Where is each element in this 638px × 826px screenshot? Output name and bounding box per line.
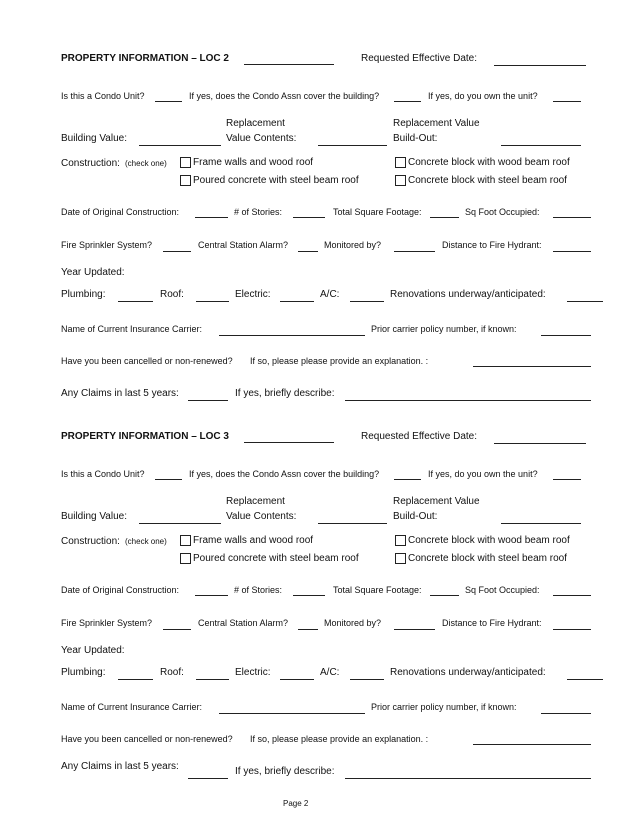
replacement-label: Replacement (226, 118, 285, 129)
central-alarm-label: Central Station Alarm? (198, 240, 289, 250)
replacement-label: Replacement (226, 496, 285, 507)
stories-label: # of Stories: (234, 207, 283, 217)
condo-assn-label: If yes, does the Condo Assn cover the building? (189, 91, 380, 101)
checkbox-frame[interactable] (180, 157, 191, 168)
carrier-label: Name of Current Insurance Carrier: (61, 324, 203, 334)
date-original-label: Date of Original Construction: (61, 585, 180, 595)
roof-label: Roof: (160, 289, 184, 300)
build-out-label: Build-Out: (393, 133, 438, 144)
hydrant-label: Distance to Fire Hydrant: (442, 240, 542, 250)
renovations-label: Renovations underway/anticipated: (390, 289, 546, 300)
electric-label: Electric: (235, 667, 271, 678)
prior-policy-field[interactable] (541, 335, 591, 336)
claims-label: Any Claims in last 5 years: (61, 761, 179, 772)
hydrant-field[interactable] (553, 629, 591, 630)
build-out-label: Build-Out: (393, 511, 438, 522)
claims-label: Any Claims in last 5 years: (61, 388, 179, 399)
monitored-label: Monitored by? (324, 240, 382, 250)
condo-assn-field[interactable] (394, 101, 421, 102)
year-updated-label: Year Updated: (61, 645, 125, 656)
replacement-value-label: Replacement Value (393, 118, 480, 129)
renovations-label: Renovations underway/anticipated: (390, 667, 546, 678)
own-unit-field[interactable] (553, 101, 581, 102)
option-block-wood: Concrete block with wood beam roof (408, 157, 570, 168)
value-contents-field[interactable] (318, 145, 387, 146)
building-value-label: Building Value: (61, 133, 127, 144)
describe-label: If yes, briefly describe: (235, 766, 335, 777)
roof-field[interactable] (196, 679, 229, 680)
monitored-field[interactable] (394, 629, 435, 630)
page-number: Page 2 (283, 799, 309, 808)
loc-number-field[interactable] (244, 64, 334, 65)
own-unit-label: If yes, do you own the unit? (428, 91, 538, 101)
carrier-label: Name of Current Insurance Carrier: (61, 702, 203, 712)
build-out-field[interactable] (501, 523, 581, 524)
effective-date-field[interactable] (494, 65, 586, 66)
effective-date-label: Requested Effective Date: (361, 431, 477, 442)
option-frame: Frame walls and wood roof (193, 535, 314, 546)
sprinkler-field[interactable] (163, 629, 191, 630)
replacement-value-label: Replacement Value (393, 496, 480, 507)
explanation-label: If so, please please provide an explanation. : (250, 356, 429, 366)
hydrant-field[interactable] (553, 251, 591, 252)
construction-label: Construction: (61, 536, 120, 547)
ac-field[interactable] (350, 301, 384, 302)
carrier-field[interactable] (219, 713, 365, 714)
condo-unit-label: Is this a Condo Unit? (61, 469, 145, 479)
building-value-label: Building Value: (61, 511, 127, 522)
claims-field[interactable] (188, 778, 228, 779)
condo-assn-label: If yes, does the Condo Assn cover the building? (189, 469, 380, 479)
plumbing-field[interactable] (118, 301, 153, 302)
condo-unit-label: Is this a Condo Unit? (61, 91, 145, 101)
explanation-field[interactable] (473, 744, 591, 745)
condo-assn-field[interactable] (394, 479, 421, 480)
describe-label: If yes, briefly describe: (235, 388, 335, 399)
checkbox-poured[interactable] (180, 553, 191, 564)
stories-field[interactable] (293, 595, 325, 596)
renovations-field[interactable] (567, 679, 603, 680)
plumbing-label: Plumbing: (61, 289, 106, 300)
describe-field[interactable] (345, 778, 591, 779)
checkbox-block-wood[interactable] (395, 157, 406, 168)
sqft-occupied-label: Sq Foot Occupied: (465, 207, 540, 217)
checkbox-poured[interactable] (180, 175, 191, 186)
total-sqft-label: Total Square Footage: (333, 585, 422, 595)
option-poured: Poured concrete with steel beam roof (193, 553, 359, 564)
section-loc-3 (0, 378, 638, 798)
ac-label: A/C: (320, 289, 340, 300)
explanation-field[interactable] (473, 366, 591, 367)
sqft-occupied-field[interactable] (553, 595, 591, 596)
cancelled-label: Have you been cancelled or non-renewed? (61, 734, 233, 744)
renovations-field[interactable] (567, 301, 603, 302)
sqft-occupied-field[interactable] (553, 217, 591, 218)
construction-label: Construction: (61, 158, 120, 169)
central-alarm-field[interactable] (298, 629, 318, 630)
electric-label: Electric: (235, 289, 271, 300)
stories-field[interactable] (293, 217, 325, 218)
own-unit-label: If yes, do you own the unit? (428, 469, 538, 479)
plumbing-label: Plumbing: (61, 667, 106, 678)
section-title: PROPERTY INFORMATION – LOC 2 (61, 53, 229, 64)
sprinkler-field[interactable] (163, 251, 191, 252)
section-title: PROPERTY INFORMATION – LOC 3 (61, 431, 229, 442)
checkbox-block-steel[interactable] (395, 553, 406, 564)
ac-label: A/C: (320, 667, 340, 678)
condo-unit-field[interactable] (155, 101, 182, 102)
effective-date-label: Requested Effective Date: (361, 53, 477, 64)
value-contents-label: Value Contents: (226, 511, 297, 522)
ac-field[interactable] (350, 679, 384, 680)
central-alarm-label: Central Station Alarm? (198, 618, 289, 628)
condo-unit-field[interactable] (155, 479, 182, 480)
check-one-note: (check one) (125, 537, 167, 546)
sprinkler-label: Fire Sprinkler System? (61, 618, 153, 628)
hydrant-label: Distance to Fire Hydrant: (442, 618, 542, 628)
electric-field[interactable] (280, 679, 314, 680)
electric-field[interactable] (280, 301, 314, 302)
build-out-field[interactable] (501, 145, 581, 146)
roof-field[interactable] (196, 301, 229, 302)
value-contents-label: Value Contents: (226, 133, 297, 144)
building-value-field[interactable] (139, 145, 221, 146)
checkbox-block-wood[interactable] (395, 535, 406, 546)
year-updated-label: Year Updated: (61, 267, 125, 278)
total-sqft-field[interactable] (430, 595, 459, 596)
checkbox-frame[interactable] (180, 535, 191, 546)
carrier-field[interactable] (219, 335, 365, 336)
check-one-note: (check one) (125, 159, 167, 168)
date-original-label: Date of Original Construction: (61, 207, 180, 217)
option-block-wood: Concrete block with wood beam roof (408, 535, 570, 546)
total-sqft-field[interactable] (430, 217, 459, 218)
sqft-occupied-label: Sq Foot Occupied: (465, 585, 540, 595)
prior-policy-label: Prior carrier policy number, if known: (371, 702, 517, 712)
checkbox-block-steel[interactable] (395, 175, 406, 186)
roof-label: Roof: (160, 667, 184, 678)
option-poured: Poured concrete with steel beam roof (193, 175, 359, 186)
option-frame: Frame walls and wood roof (193, 157, 314, 168)
date-original-field[interactable] (195, 595, 228, 596)
explanation-label: If so, please please provide an explanation. : (250, 734, 429, 744)
prior-policy-label: Prior carrier policy number, if known: (371, 324, 517, 334)
total-sqft-label: Total Square Footage: (333, 207, 422, 217)
central-alarm-field[interactable] (298, 251, 318, 252)
monitored-label: Monitored by? (324, 618, 382, 628)
date-original-field[interactable] (195, 217, 228, 218)
effective-date-field[interactable] (494, 443, 586, 444)
building-value-field[interactable] (139, 523, 221, 524)
cancelled-label: Have you been cancelled or non-renewed? (61, 356, 233, 366)
monitored-field[interactable] (394, 251, 435, 252)
own-unit-field[interactable] (553, 479, 581, 480)
value-contents-field[interactable] (318, 523, 387, 524)
sprinkler-label: Fire Sprinkler System? (61, 240, 153, 250)
option-block-steel: Concrete block with steel beam roof (408, 175, 567, 186)
prior-policy-field[interactable] (541, 713, 591, 714)
stories-label: # of Stories: (234, 585, 283, 595)
plumbing-field[interactable] (118, 679, 153, 680)
loc-number-field[interactable] (244, 442, 334, 443)
option-block-steel: Concrete block with steel beam roof (408, 553, 567, 564)
